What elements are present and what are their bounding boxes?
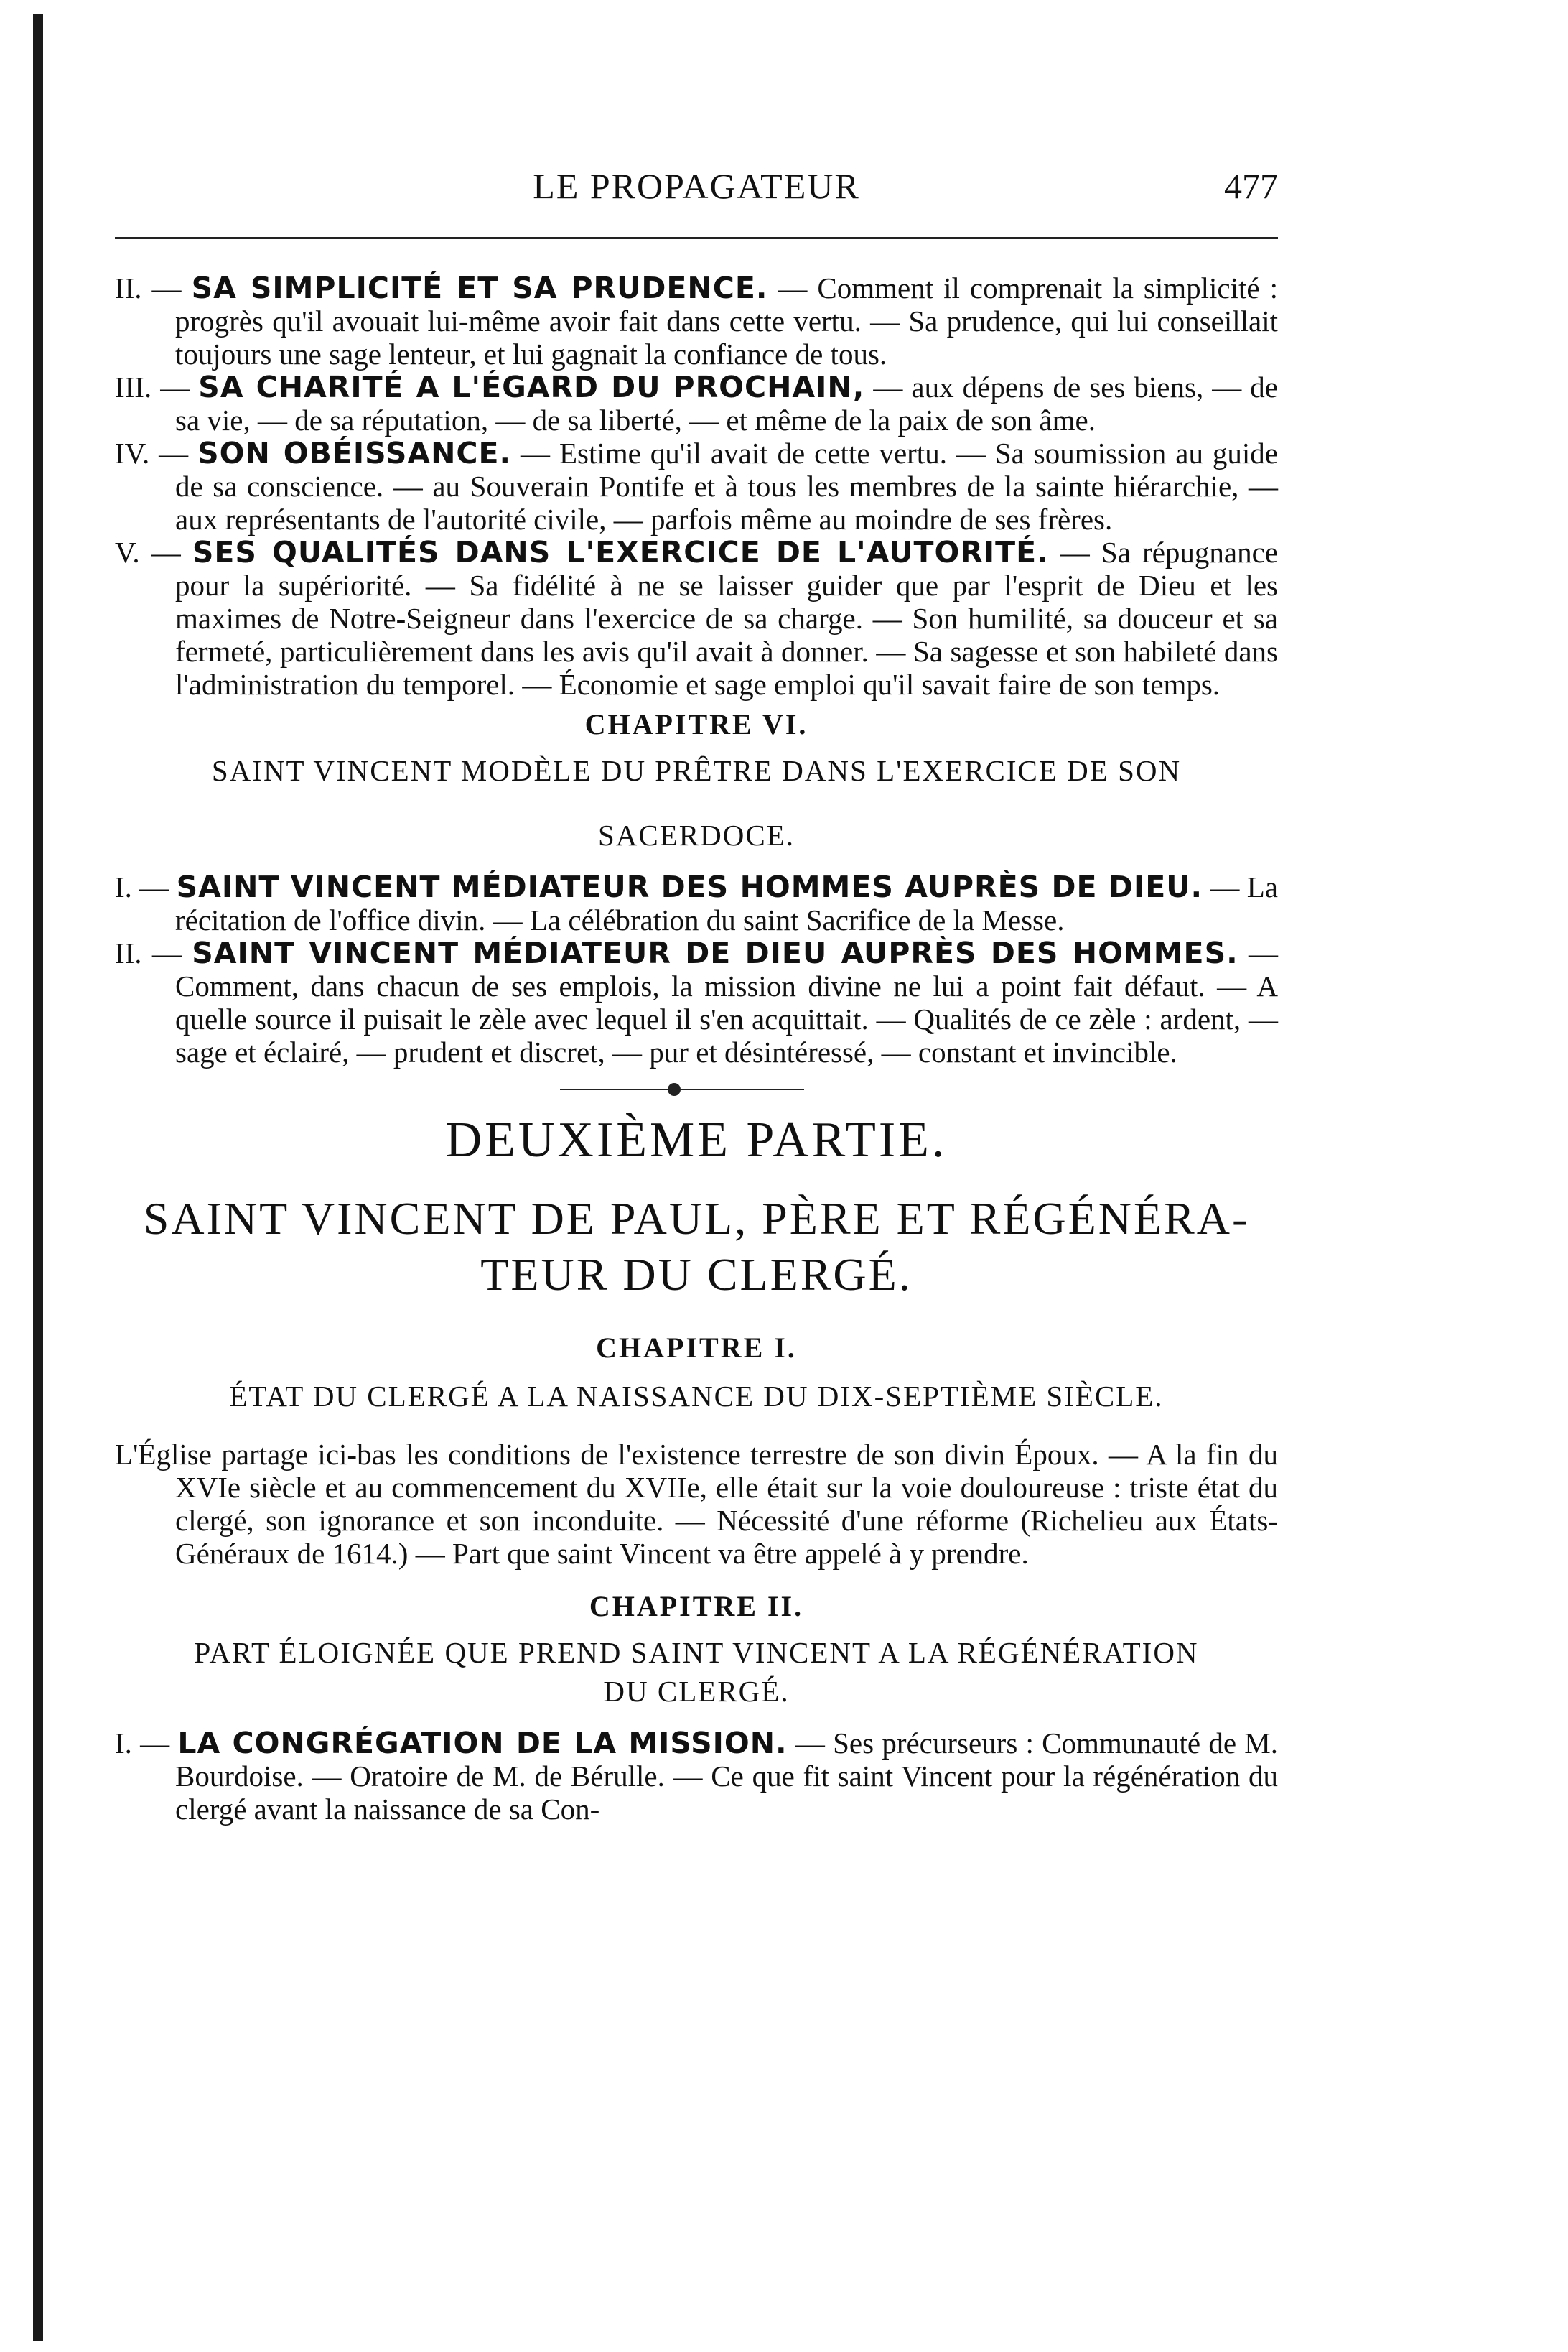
entry-text: — Ses précurseurs : Communauté de M. Bourdoise. — Oratoire de M. de Bérulle. — Ce que fit saint Vincent pour la régénération du clergé avant la naissance de sa Con- [175,1726,1278,1826]
part-title: DEUXIÈME PARTIE. [445,1112,948,1168]
entry-heading: SAINT VINCENT MÉDIATEUR DES HOMMES AUPRÈS DE DIEU. [176,870,1203,904]
entry-heading: SA SIMPLICITÉ ET SA PRUDENCE. [191,271,768,305]
page-body [115,271,1278,1826]
chapter-1-summary: L'Église partage ici-bas les conditions de l'existence terrestre de son divin Époux. — A la fin du XVIe siècle et au commencement du XVIIe, elle était sur la voie douloureuse : triste état du clergé, son ignorance et son inconduite. — Nécessité d'une réforme (Richelieu aux États-Généraux de 1614.) — Part que saint Vincent va être appelé à y prendre. [115,1438,1278,1570]
chapter-1-subtitle: ÉTAT DU CLERGÉ A LA NAISSANCE DU DIX-SEPTIÈME SIÈCLE. [229,1380,1164,1413]
chapter-6-subtitle-line-2: SACERDOCE. [597,819,795,852]
ornament-dot [668,1083,681,1096]
running-title: LE PROPAGATEUR [533,166,860,206]
chapter-2-title: CHAPITRE II. [589,1590,804,1622]
part-subtitle [115,1191,1278,1303]
entry-text: — Comment, dans chacun de ses emplois, la mission divine ne lui a point fait défaut. — A quelle source il puisait le zèle avec lequel il s'en acquittait. — Qualités de ce zèle : ardent, — sage et éclairé, — prudent et discret, — pur et désintéressé, — constant et invincible. [175,936,1279,1069]
chapter-6-subtitle-line-1: SAINT VINCENT MODÈLE DU PRÊTRE DANS L'EXERCICE DE SON [211,754,1182,787]
entry-number: I. — [115,870,177,903]
entry-obeissance [115,437,1278,536]
chapter-6-title: CHAPITRE VI. [584,708,808,740]
part-subtitle-line-2: TEUR DU CLERGÉ. [480,1249,913,1300]
entry-heading: SON OBÉISSANCE. [197,436,512,470]
entry-heading: LA CONGRÉGATION DE LA MISSION. [177,1726,788,1760]
running-header [115,165,1278,215]
entry-number: II. — [115,271,192,305]
entry-heading: SES QUALITÉS DANS L'EXERCICE DE L'AUTORITÉ. [192,535,1049,570]
entry-text: — La récitation de l'office divin. — La célébration du saint Sacrifice de la Messe. [175,870,1278,936]
entry-mediateur-hommes [115,870,1278,936]
entry-charite [115,371,1278,437]
entry-number: IV. — [115,437,198,470]
page-number: 477 [1224,166,1278,206]
spacer [115,1570,1278,1583]
entry-mediateur-dieu [115,936,1278,1069]
entry-text: — aux dépens de ses biens, — de sa vie, — de sa réputation, — de sa liberté, — et même de la paix de son âme. [175,371,1278,437]
entry-autorite [115,536,1278,701]
entry-number: III. — [115,371,199,404]
chapter-2-subtitle-line-2: DU CLERGÉ. [603,1675,790,1708]
entry-text: — Estime qu'il avait de cette vertu. — Sa soumission au guide de sa conscience. — au Souverain Pontife et à tous les membres de la sainte hiérarchie, — aux représentants de l'autorité civile, — parfois même au moindre de ses frères. [175,437,1278,536]
part-subtitle-line-1: SAINT VINCENT DE PAUL, PÈRE ET RÉGÉNÉRA- [143,1193,1250,1244]
entry-number: V. — [115,536,192,569]
ornament-line [560,1089,804,1090]
entry-simplicite [115,271,1278,371]
entry-text: — Comment il comprenait la simplicité : progrès qu'il avouait lui-même avoir fait dans cette vertu. — Sa prudence, qui lui conseillait toujours une sage lenteur, et lui gagnait la confiance de tous. [175,271,1278,371]
chapter-2-subtitle [115,1633,1278,1711]
scan-binding-edge [33,14,43,2341]
entry-number: I. — [115,1726,178,1760]
entry-heading: SA CHARITÉ A L'ÉGARD DU PROCHAIN, [198,370,865,404]
book-page [115,0,1278,2352]
chapter-2-subtitle-line-1: PART ÉLOIGNÉE QUE PREND SAINT VINCENT A LA RÉGÉNÉRATION [194,1636,1199,1669]
entry-heading: SAINT VINCENT MÉDIATEUR DE DIEU AUPRÈS DES HOMMES. [192,936,1238,970]
entry-text: — Sa répugnance pour la supériorité. — Sa fidélité à ne se laisser guider que par l'esprit de Dieu et les maximes de Notre-Seigneur dans l'exercice de sa charge. — Son humilité, sa douceur et sa fermeté, particulièrement dans les avis qu'il avait à donner. — Sa sagesse et son habileté dans l'administration du temporel. — Économie et sage emploi qu'il savait faire de son temps. [175,536,1278,701]
header-rule [115,237,1278,239]
section-ornament [115,1076,1278,1105]
entry-number: II. — [115,936,192,970]
entry-congregation [115,1726,1278,1826]
chapter-6-subtitle [115,751,1278,855]
chapter-1-title: CHAPITRE I. [596,1331,797,1364]
